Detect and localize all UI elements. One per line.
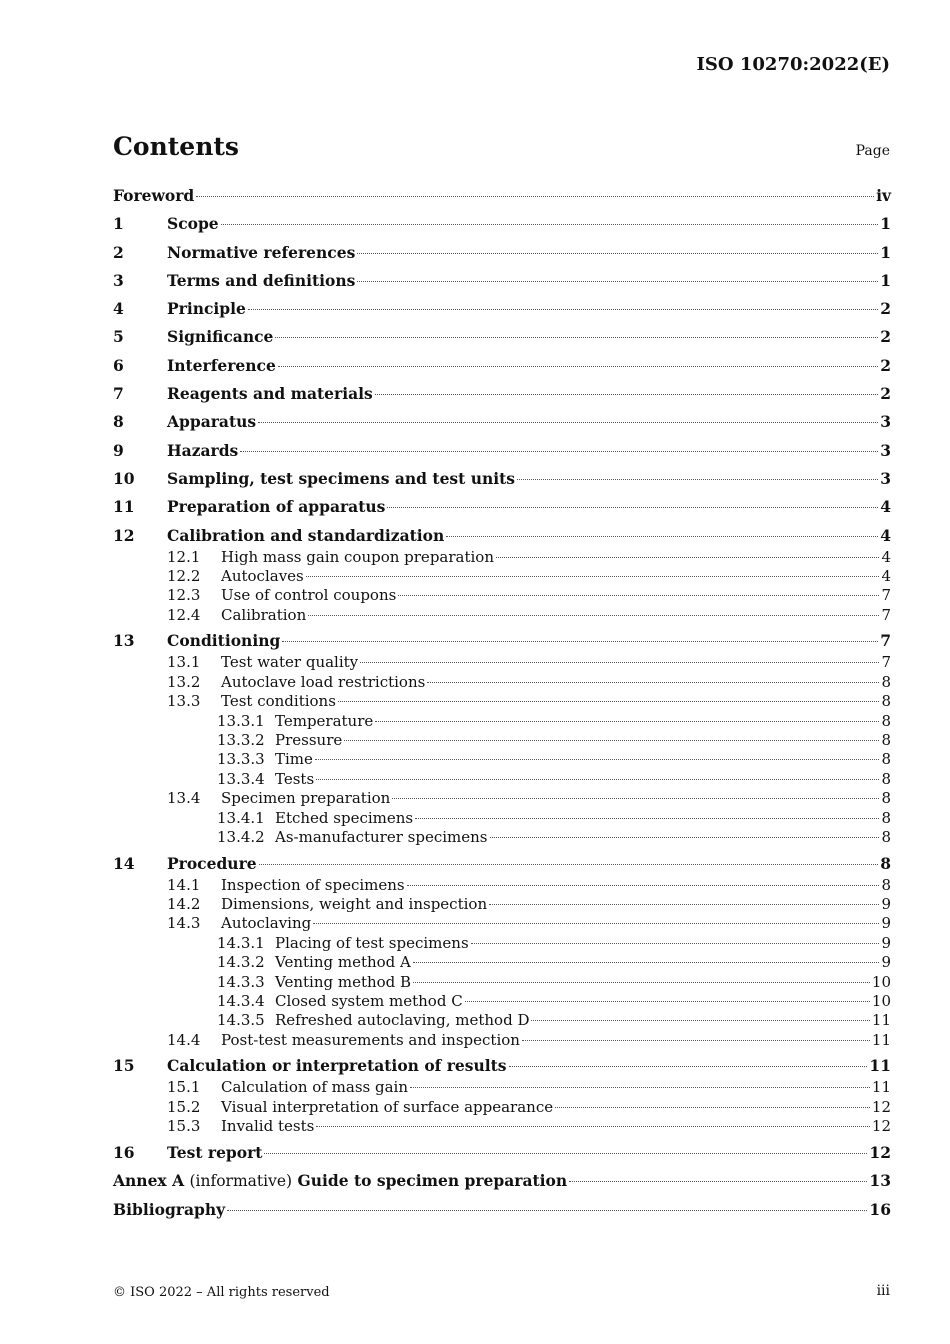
dot-leader	[308, 615, 879, 616]
toc-entry[interactable]	[113, 809, 891, 828]
toc-entry[interactable]	[113, 1031, 891, 1050]
dot-leader	[375, 721, 879, 722]
toc-entry-page: 3	[880, 468, 891, 488]
dot-leader	[278, 366, 878, 367]
toc-entry-title: As-manufacturer specimens	[275, 827, 488, 846]
toc-entry[interactable]	[113, 526, 891, 548]
dot-leader	[196, 196, 874, 197]
toc-entry-number: 5	[113, 327, 124, 347]
page-column-label: Page	[855, 143, 890, 159]
toc-entry-number: 15	[113, 1056, 135, 1076]
toc-entry-page: 13	[869, 1171, 891, 1191]
dot-leader	[490, 837, 880, 838]
toc-entry-number: 14.2	[167, 895, 201, 914]
toc-entry-number: 12.3	[167, 586, 201, 605]
toc-entry-page: 2	[880, 327, 891, 347]
toc-entry-number: 12.2	[167, 566, 201, 585]
toc-entry[interactable]	[113, 789, 891, 808]
toc-entry-title: Preparation of apparatus	[167, 497, 386, 517]
dot-leader	[531, 1020, 869, 1021]
toc-entry-page: 2	[880, 355, 891, 375]
dot-leader	[316, 1126, 870, 1127]
toc-entry-page: 16	[869, 1199, 891, 1219]
toc-entry[interactable]	[113, 1078, 891, 1097]
toc-entry[interactable]	[113, 895, 891, 914]
dot-leader	[338, 701, 880, 702]
toc-entry[interactable]	[113, 653, 891, 672]
toc-entry[interactable]	[113, 497, 891, 519]
toc-entry-page: 11	[871, 1011, 891, 1030]
toc-entry-page: 8	[881, 672, 891, 691]
toc-entry[interactable]	[113, 548, 891, 567]
toc-entry-page: 8	[881, 875, 891, 894]
toc-entry-number: 4	[113, 299, 124, 319]
dot-leader	[306, 576, 880, 577]
toc-entry-title: Annex A (informative) Guide to specimen preparation	[113, 1171, 568, 1191]
toc-entry[interactable]	[113, 828, 891, 847]
toc-entry[interactable]	[113, 606, 891, 625]
dot-leader	[221, 224, 879, 225]
toc-entry-number: 11	[113, 497, 135, 517]
toc-entry-page: 10	[871, 991, 891, 1010]
toc-entry-number: 13.4.2	[217, 827, 265, 846]
toc-entry-page: 9	[881, 895, 891, 914]
toc-entry[interactable]	[113, 770, 891, 789]
toc-entry-page: 4	[881, 547, 891, 566]
toc-entry-page: 1	[880, 242, 891, 262]
toc-entry-title: Bibliography	[113, 1199, 226, 1219]
toc-entry-page: 3	[880, 440, 891, 460]
toc-entry-title: Principle	[167, 299, 246, 319]
toc-entry-number: 14	[113, 853, 135, 873]
toc-entry[interactable]	[113, 586, 891, 605]
toc-entry-page: 9	[881, 933, 891, 952]
toc-entry-title: Calculation of mass gain	[221, 1078, 408, 1097]
toc-entry[interactable]	[113, 356, 891, 378]
toc-entry-page: 3	[880, 412, 891, 432]
toc-entry-title: Terms and definitions	[167, 270, 356, 290]
toc-entry-page: 7	[881, 605, 891, 624]
toc-entry-number: 13.3.1	[217, 711, 265, 730]
toc-entry-title: Calibration and standardization	[167, 525, 445, 545]
toc-entry-page: 2	[880, 384, 891, 404]
toc-entry-title: Foreword	[113, 186, 195, 205]
toc-entry-page: 9	[881, 914, 891, 933]
dot-leader	[517, 479, 878, 480]
toc-entry-title: Use of control coupons	[221, 586, 397, 605]
toc-entry-title: Post-test measurements and inspection	[221, 1030, 520, 1049]
toc-entry-title: Refreshed autoclaving, method D	[275, 1011, 530, 1030]
dot-leader	[392, 798, 879, 799]
toc-entry-page: 1	[880, 214, 891, 234]
toc-entry[interactable]	[113, 712, 891, 731]
toc-entry-number: 6	[113, 355, 124, 375]
toc-entry-title: Pressure	[275, 730, 343, 749]
toc-entry[interactable]	[113, 441, 891, 463]
toc-entry[interactable]	[113, 876, 891, 895]
dot-leader	[496, 557, 879, 558]
toc-entry-page: 11	[869, 1056, 891, 1076]
toc-entry[interactable]	[113, 992, 891, 1011]
footer-copyright: © ISO 2022 – All rights reserved	[113, 1285, 330, 1300]
toc-entry-number: 14.3	[167, 914, 201, 933]
toc-entry-page: 8	[881, 730, 891, 749]
toc-entry-page: 9	[881, 953, 891, 972]
toc-entry-title: Hazards	[167, 440, 239, 460]
toc-entry[interactable]	[113, 1117, 891, 1136]
toc-entry-page: 7	[880, 631, 891, 651]
toc-entry-title: Test conditions	[221, 692, 336, 711]
toc-entry-title: Invalid tests	[221, 1117, 315, 1136]
toc-entry-page: 8	[881, 692, 891, 711]
dot-leader	[415, 818, 879, 819]
toc-entry-title: Test water quality	[221, 653, 359, 672]
toc-entry-title: Temperature	[275, 711, 374, 730]
toc-entry-page: 4	[880, 525, 891, 545]
toc-entry-number: 2	[113, 242, 124, 262]
toc-entry-title: Calibration	[221, 605, 307, 624]
toc-entry-title: Autoclaves	[221, 566, 304, 585]
toc-entry-number: 13.3.4	[217, 769, 265, 788]
toc-entry-title: Reagents and materials	[167, 384, 373, 404]
toc-entry-title: Closed system method C	[275, 991, 463, 1010]
toc-entry-page: 4	[881, 566, 891, 585]
toc-entry-number: 13.3	[167, 692, 201, 711]
toc-entry-title: Specimen preparation	[221, 789, 391, 808]
toc-entry-number: 9	[113, 440, 124, 460]
toc-entry[interactable]	[113, 384, 891, 406]
dot-leader	[569, 1181, 867, 1182]
toc-entry[interactable]	[113, 953, 891, 972]
toc-entry[interactable]	[113, 243, 891, 265]
toc-entry-number: 13.1	[167, 653, 201, 672]
toc-entry[interactable]	[113, 214, 891, 236]
toc-entry-title: Test report	[167, 1142, 263, 1162]
toc-entry[interactable]	[113, 731, 891, 750]
toc-entry[interactable]	[113, 1171, 891, 1193]
toc-entry-number: 12.4	[167, 605, 201, 624]
dot-leader	[407, 885, 880, 886]
dot-leader	[410, 1087, 870, 1088]
dot-leader	[387, 507, 878, 508]
toc-entry-title: Etched specimens	[275, 808, 414, 827]
toc-entry[interactable]	[113, 914, 891, 933]
toc-entry-page: 4	[880, 497, 891, 517]
toc-entry[interactable]	[113, 1200, 891, 1222]
toc-entry-number: 1	[113, 214, 124, 234]
toc-entry-title: Significance	[167, 327, 274, 347]
dot-leader	[398, 595, 879, 596]
dot-leader	[427, 682, 879, 683]
toc-entry-number: 15.2	[167, 1097, 201, 1116]
toc-entry-title: Calculation or interpretation of results	[167, 1056, 507, 1076]
toc-entry-number: 12	[113, 525, 135, 545]
toc-entry-title: Placing of test specimens	[275, 933, 469, 952]
toc-entry-page: 2	[880, 299, 891, 319]
toc-entry-title: Tests	[275, 769, 315, 788]
toc-entry-page: 7	[881, 653, 891, 672]
dot-leader	[413, 982, 870, 983]
toc-entry-title: Dimensions, weight and inspection	[221, 895, 488, 914]
toc-entry[interactable]	[113, 692, 891, 711]
toc-entry-title: Visual interpretation of surface appearance	[221, 1097, 554, 1116]
toc-entry-page: 12	[869, 1142, 891, 1162]
toc-entry[interactable]	[113, 412, 891, 434]
toc-entry-number: 13.4	[167, 789, 201, 808]
toc-entry[interactable]	[113, 186, 891, 208]
dot-leader	[258, 422, 878, 423]
toc-entry[interactable]	[113, 327, 891, 349]
dot-leader	[375, 394, 878, 395]
dot-leader	[315, 759, 880, 760]
dot-leader	[509, 1066, 868, 1067]
toc-entry-number: 13.4.1	[217, 808, 265, 827]
toc-entry-page: 8	[881, 750, 891, 769]
toc-entry-title: Conditioning	[167, 631, 281, 651]
toc-entry-number: 15.1	[167, 1078, 201, 1097]
dot-leader	[360, 662, 879, 663]
toc-entry-note: (informative)	[189, 1172, 293, 1191]
toc-entry-title: Interference	[167, 355, 276, 375]
toc-entry-title: Venting method A	[275, 953, 411, 972]
toc-entry[interactable]	[113, 973, 891, 992]
toc-entry-page: 8	[881, 789, 891, 808]
toc-entry-title: Autoclaving	[221, 914, 312, 933]
toc-entry-title: Inspection of specimens	[221, 875, 405, 894]
dot-leader	[489, 904, 879, 905]
toc-entry-page: 8	[881, 711, 891, 730]
toc-entry-title: Apparatus	[167, 412, 257, 432]
dot-leader	[248, 309, 878, 310]
dot-leader	[522, 1040, 870, 1041]
toc-entry[interactable]	[113, 631, 891, 653]
toc-entry-number: 13	[113, 631, 135, 651]
toc-entry[interactable]	[113, 271, 891, 293]
toc-entry[interactable]	[113, 673, 891, 692]
toc-entry-title: Scope	[167, 214, 219, 234]
toc-entry-page: 11	[871, 1078, 891, 1097]
toc-entry-page: 11	[871, 1030, 891, 1049]
document-id: ISO 10270:2022(E)	[696, 54, 890, 75]
toc-entry-number: 14.3.1	[217, 933, 265, 952]
dot-leader	[555, 1107, 870, 1108]
dot-leader	[240, 451, 878, 452]
toc-entry-number: 7	[113, 384, 124, 404]
dot-leader	[344, 740, 879, 741]
dot-leader	[446, 536, 878, 537]
dot-leader	[357, 253, 878, 254]
table-of-contents	[113, 186, 891, 1222]
toc-entry[interactable]	[113, 1143, 891, 1165]
toc-entry-number: 13.3.3	[217, 750, 265, 769]
dot-leader	[471, 943, 880, 944]
dot-leader	[275, 337, 878, 338]
toc-entry-page: 7	[881, 586, 891, 605]
toc-entry[interactable]	[113, 934, 891, 953]
toc-entry-number: 13.2	[167, 672, 201, 691]
toc-entry-page: 12	[871, 1097, 891, 1116]
dot-leader	[357, 281, 878, 282]
toc-entry[interactable]	[113, 1011, 891, 1030]
toc-entry[interactable]	[113, 299, 891, 321]
toc-entry-number: 14.3.3	[217, 972, 265, 991]
toc-entry-title: Time	[275, 750, 313, 769]
dot-leader	[413, 962, 880, 963]
toc-entry[interactable]	[113, 567, 891, 586]
toc-entry-title: Autoclave load restrictions	[221, 672, 426, 691]
toc-entry[interactable]	[113, 854, 891, 876]
toc-entry-title: Sampling, test specimens and test units	[167, 468, 516, 488]
toc-entry[interactable]	[113, 1056, 891, 1078]
toc-entry-title: Normative references	[167, 242, 356, 262]
toc-entry-page: 8	[881, 808, 891, 827]
toc-entry-number: 16	[113, 1142, 135, 1162]
toc-entry-title: High mass gain coupon preparation	[221, 547, 494, 566]
toc-entry-page: 8	[881, 827, 891, 846]
toc-entry-page: 12	[871, 1117, 891, 1136]
toc-entry-number: 14.3.4	[217, 991, 265, 1010]
toc-entry[interactable]	[113, 1098, 891, 1117]
toc-entry-title: Venting method B	[275, 972, 412, 991]
dot-leader	[264, 1153, 867, 1154]
toc-entry-page: 10	[871, 972, 891, 991]
toc-entry-number: 14.3.5	[217, 1011, 265, 1030]
toc-entry[interactable]	[113, 750, 891, 769]
toc-entry-page: 8	[880, 853, 891, 873]
toc-entry-number: 3	[113, 270, 124, 290]
toc-entry-number: 14.1	[167, 875, 201, 894]
dot-leader	[465, 1001, 870, 1002]
toc-entry-page: 8	[881, 769, 891, 788]
toc-entry-number: 12.1	[167, 547, 201, 566]
dot-leader	[227, 1210, 867, 1211]
toc-entry-number: 14.4	[167, 1030, 201, 1049]
toc-entry-page: iv	[876, 186, 891, 205]
toc-entry-number: 13.3.2	[217, 730, 265, 749]
page-title: Contents	[113, 132, 240, 161]
toc-entry-title: Procedure	[167, 853, 257, 873]
dot-leader	[313, 923, 879, 924]
dot-leader	[259, 864, 879, 865]
dot-leader	[316, 779, 879, 780]
toc-entry-number: 14.3.2	[217, 953, 265, 972]
toc-entry-page: 1	[880, 270, 891, 290]
toc-entry-number: 15.3	[167, 1117, 201, 1136]
toc-entry-number: 10	[113, 468, 135, 488]
toc-entry-number: 8	[113, 412, 124, 432]
footer-page-number: iii	[876, 1283, 890, 1299]
toc-entry[interactable]	[113, 469, 891, 491]
dot-leader	[282, 641, 878, 642]
